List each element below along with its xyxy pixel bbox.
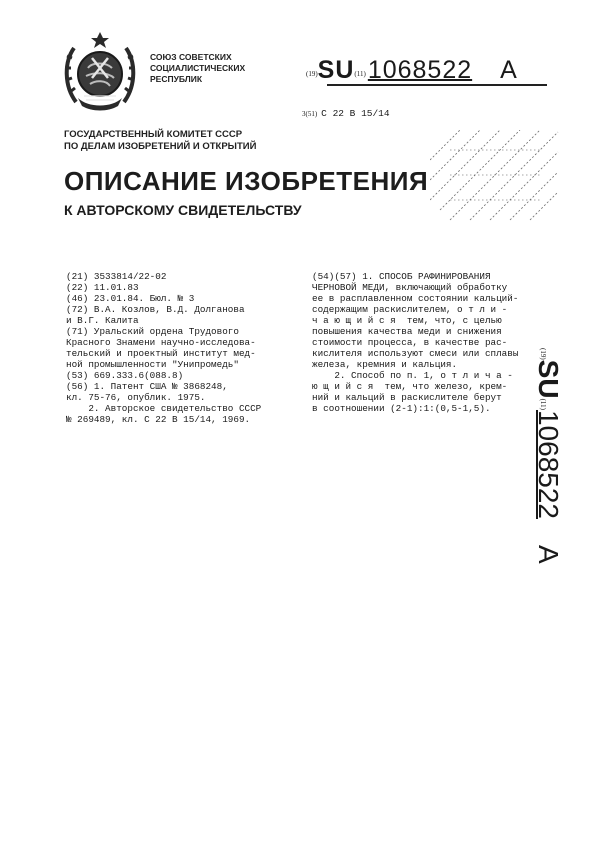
patent-prefix: SU <box>317 56 355 84</box>
country-line: РЕСПУБЛИК <box>150 74 203 84</box>
patent-number-block <box>306 56 517 85</box>
patent-kind: A <box>500 56 517 84</box>
bibliographic-data: (21) 3533814/22-02 (22) 11.01.83 (46) 23.01.84. Бюл. № 3 (72) В.А. Козлов, В.Д. Долганова и В.Г. Калита (71) Уральский ордена Трудового Красного Знамени научно-исследова- тельский и проектный институт мед- ной промышленности "Унипромедь" (53) 669.333.6(088.8) (56) 1. Патент США № 3868248, кл. 75-76, опублик. 1975. 2. Авторское свидетельство СССР № 269489, кл. С 22 В 15/14, 1969. <box>66 271 262 425</box>
country-line: СОЮЗ СОВЕТСКИХ <box>150 52 232 62</box>
committee-line: ГОСУДАРСТВЕННЫЙ КОМИТЕТ СССР <box>64 129 243 140</box>
inid-code-11: (11) <box>354 70 366 78</box>
side-patent-number-value: 1068522 <box>533 409 564 519</box>
patent-number-rule <box>327 84 547 86</box>
inid-code-19: (19) <box>306 70 318 78</box>
ipc-value: C 22 B 15/14 <box>321 108 390 119</box>
side-patent-number <box>528 348 564 680</box>
document-title: ОПИСАНИЕ ИЗОБРЕТЕНИЯ <box>64 166 429 196</box>
committee-name <box>64 129 256 153</box>
document-subtitle: К АВТОРСКОМУ СВИДЕТЕЛЬСТВУ <box>64 202 302 218</box>
country-name <box>150 52 245 85</box>
side-patent-prefix: SU <box>533 359 564 399</box>
country-line: СОЦИАЛИСТИЧЕСКИХ <box>150 63 246 73</box>
patent-number: 1068522 <box>367 56 473 84</box>
claims-text: (54)(57) 1. СПОСОБ РАФИНИРОВАНИЯ ЧЕРНОВОЙ МЕДИ, включающий обработку ее в расплавленном состоянии кальций- содержащим раскислителем, о т л и - ч а ю щ и й с я тем, что, с целью повышения качества меди и снижения стоимости процесса, в качестве рас- кислителя используют смеси или сплавы железа, кремния и кальция. 2. Способ по п. 1, о т л и ч а - ю щ и й с я тем, что железо, крем- ний и кальций в раскислителе берут в соотношении (2-1):1:(0,5-1,5). <box>312 271 519 414</box>
ussr-emblem-icon <box>62 28 138 114</box>
side-patent-kind: A <box>533 545 564 564</box>
ipc-code: 3(51) <box>302 110 318 118</box>
hatch-stamp-icon <box>430 130 560 230</box>
ipc-classification <box>302 108 390 119</box>
side-inid-code-19: (19) <box>539 348 547 360</box>
committee-line: ПО ДЕЛАМ ИЗОБРЕТЕНИЙ И ОТКРЫТИЙ <box>64 141 257 152</box>
side-inid-code-11: (11) <box>539 398 547 410</box>
